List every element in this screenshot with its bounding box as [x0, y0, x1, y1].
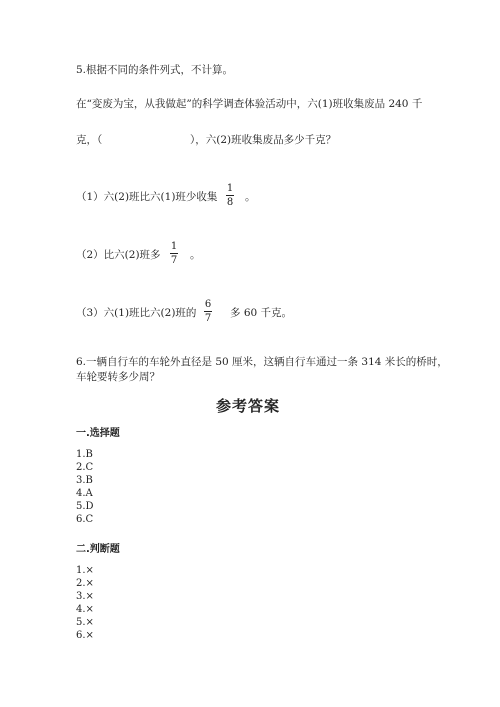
fraction-denominator: 7	[170, 255, 178, 266]
fraction-bar	[226, 195, 234, 196]
fraction-numerator: 1	[170, 241, 178, 252]
fraction-numerator: 1	[226, 183, 234, 194]
fraction-one-eighth	[226, 183, 234, 208]
answer-item: 1.B	[76, 449, 93, 460]
answer-item: 5.D	[76, 501, 94, 512]
question-5-line-2-end: ），六(2)班收集废品多少千克？	[190, 134, 337, 146]
answer-item: 6.C	[76, 514, 94, 525]
answer-item: 5.×	[76, 617, 94, 628]
answer-item: 4.×	[76, 604, 94, 615]
section-1-heading: 一.选择题	[76, 428, 120, 439]
part-1-text: （1）六(2)班比六(1)班少收集	[76, 191, 218, 203]
question-6-line-1: 6.一辆自行车的车轮外直径是 50 厘米，这辆自行车通过一条 314 米长的桥时，	[76, 356, 448, 368]
part-3-text: （3）六(1)班比六(2)班的	[76, 307, 197, 319]
fraction-bar	[170, 253, 178, 254]
fraction-six-sevenths	[204, 299, 212, 324]
part-1-end: 。	[245, 191, 256, 203]
section-2-heading: 二.判断题	[76, 544, 120, 555]
part-3-end: 多 60 千克。	[230, 307, 293, 319]
answers-title: 参考答案	[216, 397, 281, 415]
fraction-denominator: 7	[204, 313, 212, 324]
answer-item: 6.×	[76, 630, 94, 641]
answer-item: 2.C	[76, 462, 94, 473]
part-2-text: （2）比六(2)班多	[76, 249, 161, 261]
answer-item: 3.B	[76, 475, 93, 486]
answer-item: 2.×	[76, 578, 94, 589]
question-5-heading: 5.根据不同的条件列式，不计算。	[76, 64, 234, 76]
fraction-numerator: 6	[204, 299, 212, 310]
question-6-line-2: 车轮要转多少周？	[76, 371, 160, 383]
fraction-one-seventh	[170, 241, 178, 266]
fraction-denominator: 8	[226, 197, 234, 208]
question-5-line-2-start: 克，（	[76, 134, 103, 146]
fraction-bar	[204, 311, 212, 312]
part-2-end: 。	[190, 249, 201, 261]
answer-item: 4.A	[76, 488, 93, 499]
answer-item: 3.×	[76, 591, 94, 602]
question-5-line-1: 在“变废为宝，从我做起”的科学调查体验活动中，六(1)班收集废品 240 千	[76, 98, 423, 110]
answer-item: 1.×	[76, 565, 94, 576]
